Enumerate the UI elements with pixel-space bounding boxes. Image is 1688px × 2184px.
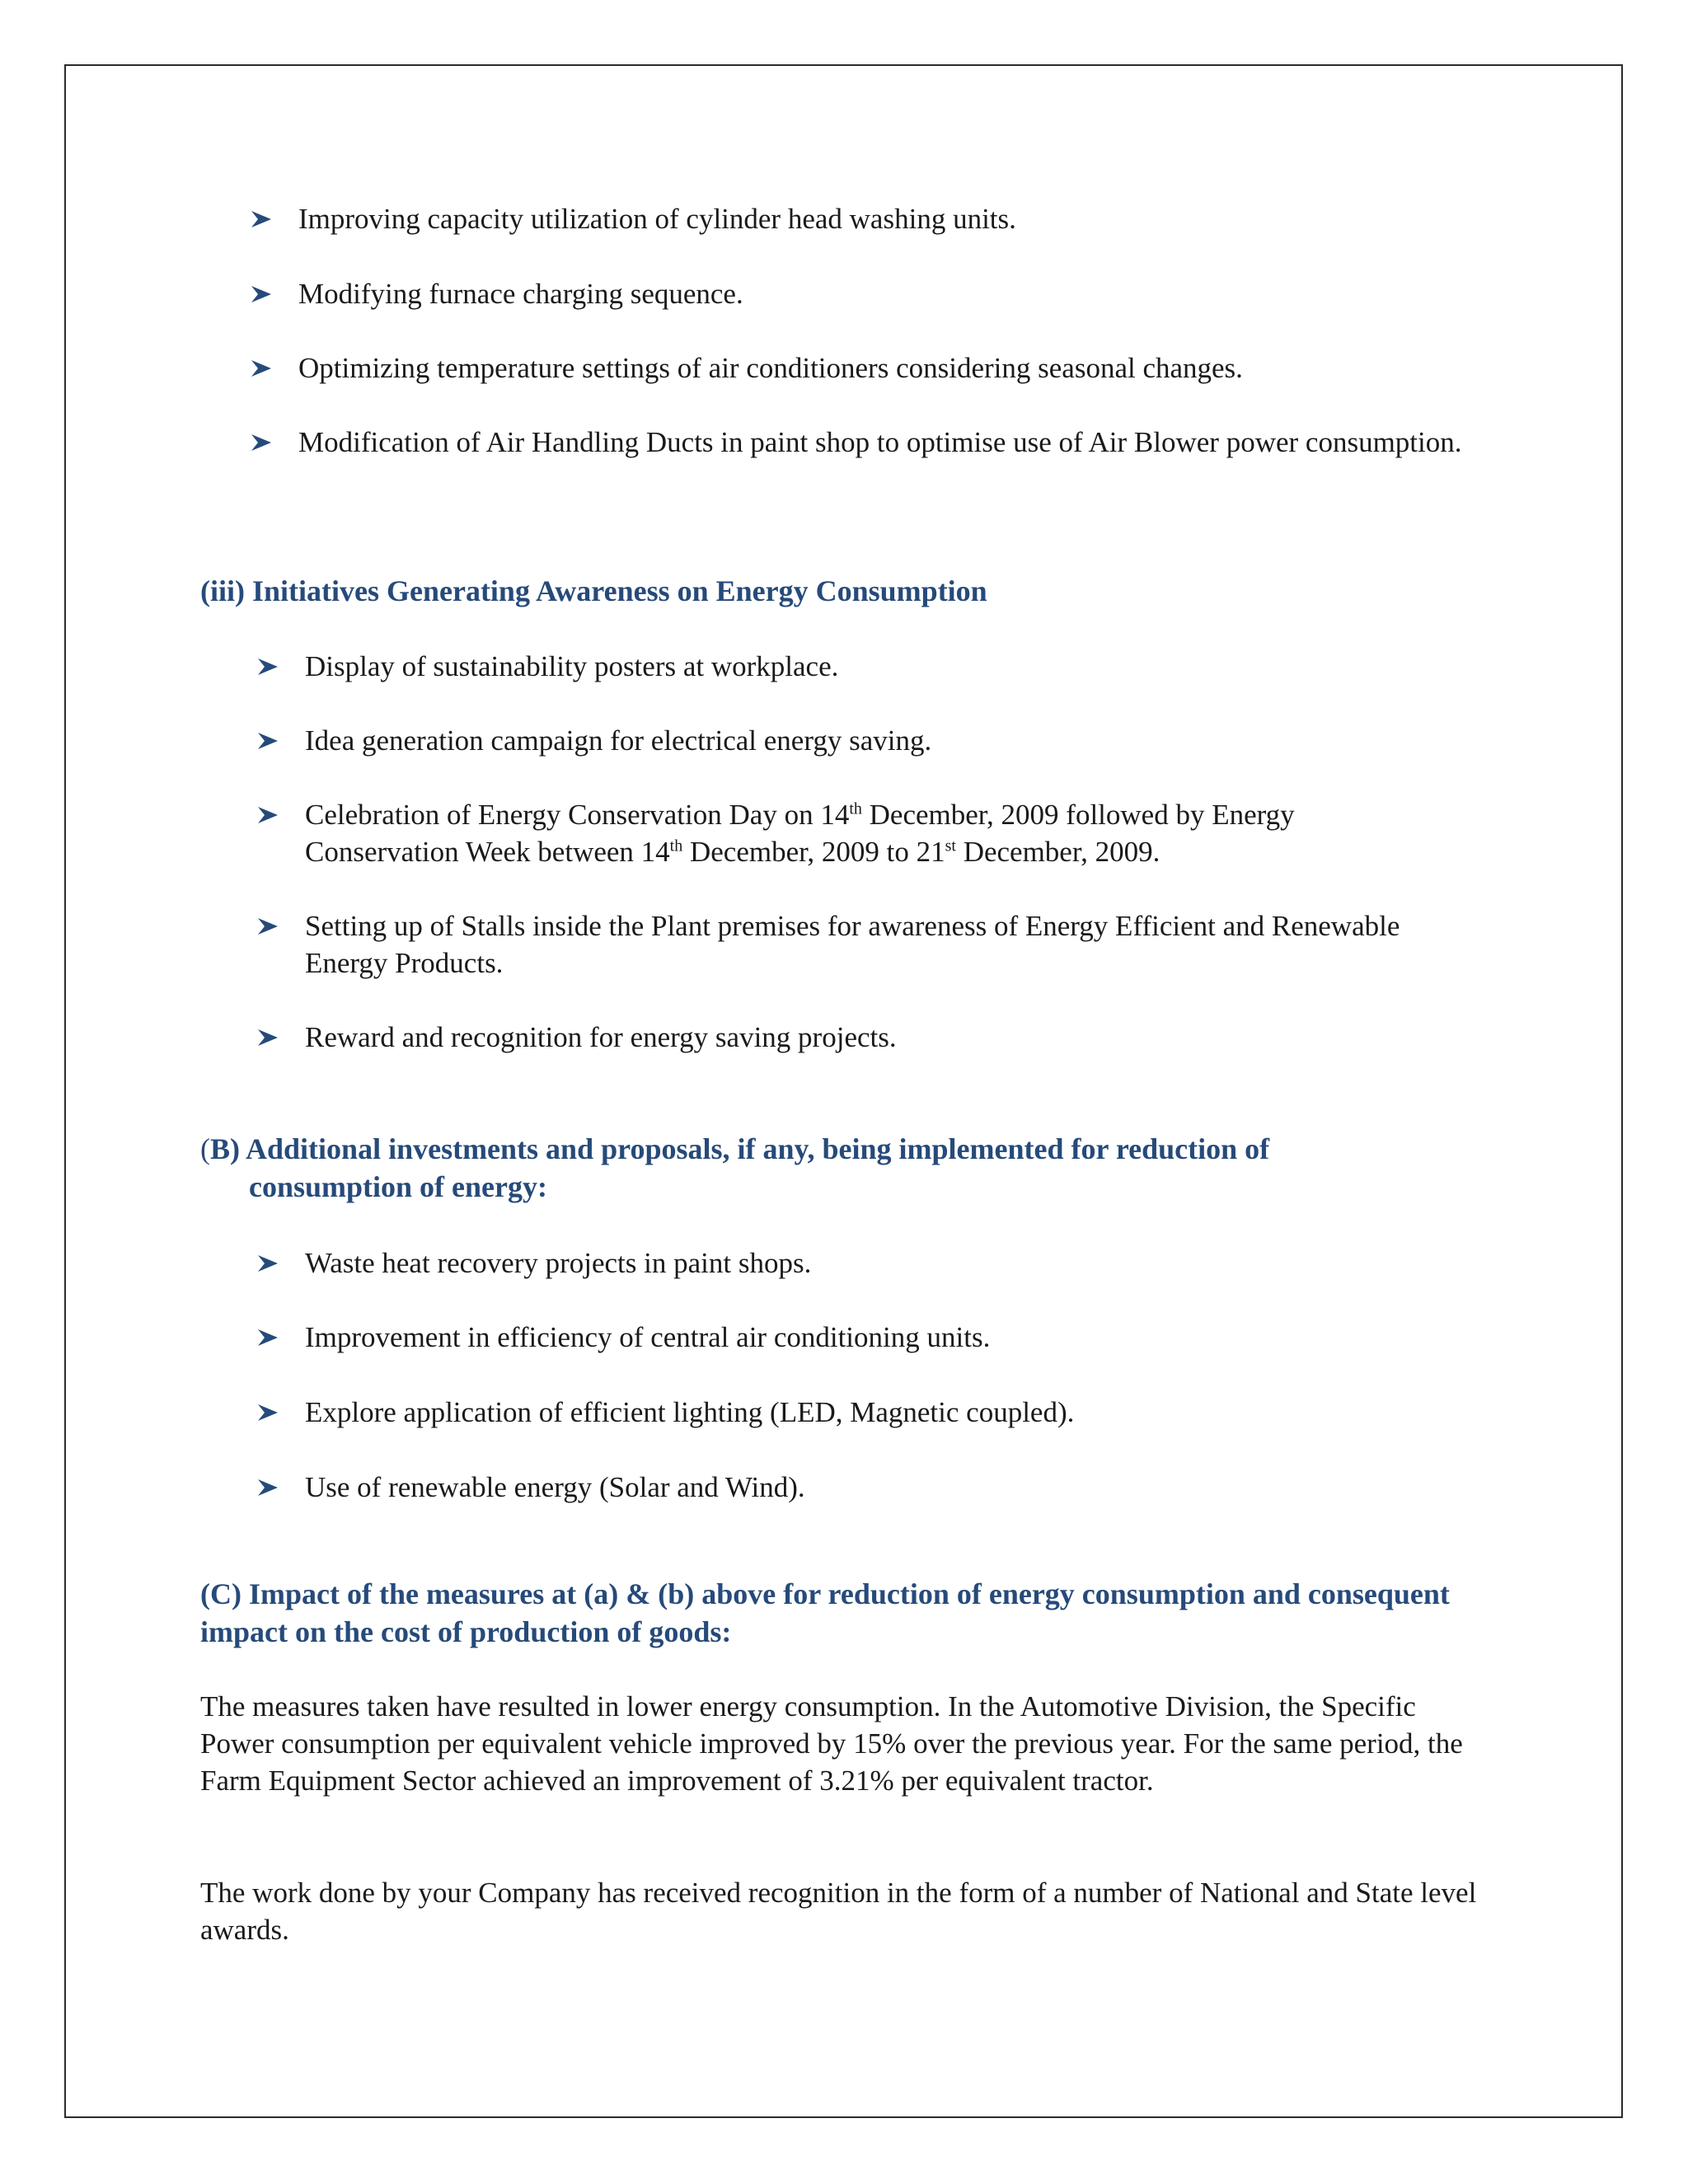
list-item xyxy=(257,1244,1493,1282)
list-item xyxy=(257,722,1493,759)
item-text-part: December, 2009 followed by Energy Conservation Week between 14 xyxy=(305,799,1295,868)
arrowhead-bullet-icon xyxy=(251,359,272,377)
arrowhead-bullet-icon xyxy=(251,210,272,228)
list-item xyxy=(251,424,1462,461)
list-item-text: Idea generation campaign for electrical energy saving. xyxy=(305,724,932,757)
arrowhead-bullet-icon xyxy=(257,1479,279,1497)
list-item-text: Modification of Air Handling Ducts in paint shop to optimise use of Air Blower power consumption. xyxy=(298,426,1462,458)
ordinal-suffix: th xyxy=(849,799,862,818)
list-item-text xyxy=(305,796,1444,870)
item-text-part: December, 2009. xyxy=(955,836,1160,868)
list-item-text: Setting up of Stalls inside the Plant premises for awareness of Energy Efficient and Renewable Energy Products. xyxy=(305,910,1400,979)
arrowhead-bullet-icon xyxy=(257,732,279,750)
arrowhead-bullet-icon xyxy=(251,434,272,452)
list-item xyxy=(257,1469,1493,1506)
arrowhead-bullet-icon xyxy=(257,806,279,824)
paragraph: The measures taken have resulted in lower energy consumption. In the Automotive Division, the Specific Power consumption per equivalent vehicle improved by 15% over the previous year. For the same period, the Farm Equipment Sector achieved an improvement of 3.21% per equivalent tractor. xyxy=(200,1690,1463,1797)
section-b-heading xyxy=(200,1130,1269,1206)
list-item xyxy=(257,1019,1493,1056)
list-item xyxy=(257,648,1493,685)
list-item-text: Optimizing temperature settings of air conditioners considering seasonal changes. xyxy=(298,352,1243,384)
arrowhead-bullet-icon xyxy=(257,917,279,935)
section-c-heading: (C) Impact of the measures at (a) & (b) above for reduction of energy consumption and consequent impact on the cost of production of goods: xyxy=(200,1577,1450,1648)
arrowhead-bullet-icon xyxy=(257,1404,279,1422)
list-item-text: Modifying furnace charging sequence. xyxy=(298,278,743,310)
list-item-text: Improvement in efficiency of central air conditioning units. xyxy=(305,1321,991,1353)
item-text-part: Celebration of Energy Conservation Day on 14 xyxy=(305,799,850,831)
list-item-text: Improving capacity utilization of cylinder head washing units. xyxy=(298,203,1016,235)
list-item xyxy=(251,200,1487,237)
arrowhead-bullet-icon xyxy=(257,1254,279,1272)
heading-paren: ( xyxy=(200,1132,210,1165)
list-item-text: Display of sustainability posters at workplace. xyxy=(305,650,839,682)
arrowhead-bullet-icon xyxy=(257,1029,279,1047)
list-item-text: Explore application of efficient lighting (LED, Magnetic coupled). xyxy=(305,1396,1075,1428)
paragraph: The work done by your Company has received recognition in the form of a number of National and State level awards. xyxy=(200,1877,1477,1946)
list-item xyxy=(257,1319,1493,1356)
item-text-part: December, 2009 to 21 xyxy=(682,836,945,868)
list-item xyxy=(257,796,1444,870)
list-item xyxy=(251,349,1487,387)
list-item xyxy=(251,275,1487,312)
arrowhead-bullet-icon xyxy=(257,658,279,676)
list-item-text: Reward and recognition for energy saving projects. xyxy=(305,1021,897,1053)
heading-line: B) Additional investments and proposals, if any, being implemented for reduction of xyxy=(210,1132,1270,1165)
list-item xyxy=(257,907,1444,982)
ordinal-suffix: th xyxy=(669,837,683,855)
arrowhead-bullet-icon xyxy=(257,1329,279,1347)
ordinal-suffix: st xyxy=(945,837,956,855)
arrowhead-bullet-icon xyxy=(251,285,272,303)
list-item-text: Waste heat recovery projects in paint shops. xyxy=(305,1247,812,1279)
section-iii-heading: (iii) Initiatives Generating Awareness on Energy Consumption xyxy=(200,574,987,607)
list-item-text: Use of renewable energy (Solar and Wind). xyxy=(305,1471,805,1503)
list-item xyxy=(257,1394,1493,1431)
heading-line: consumption of energy: xyxy=(249,1170,547,1203)
